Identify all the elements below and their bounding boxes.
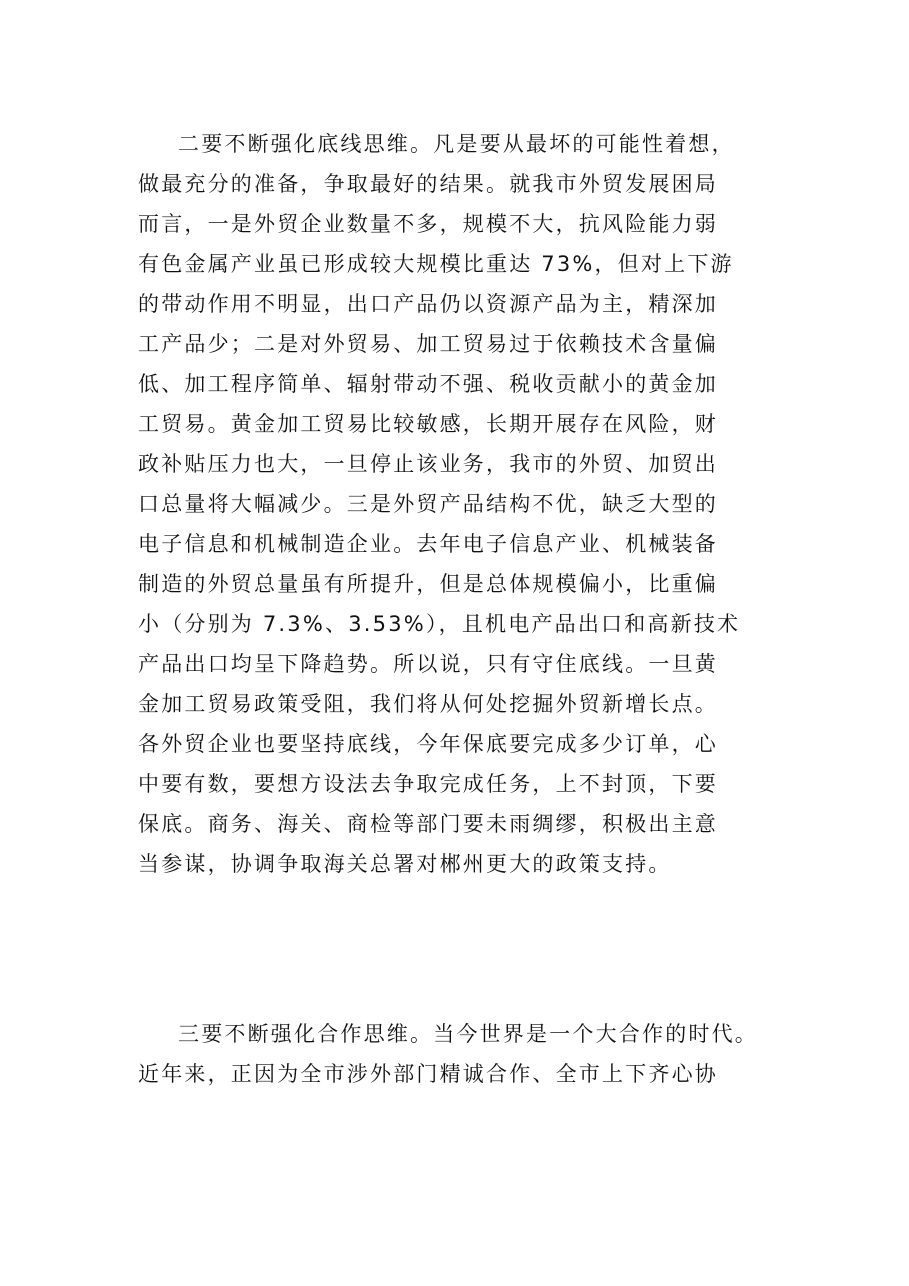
- text-line: 制造的外贸总量虽有所提升，但是总体规模偏小，比重偏: [138, 572, 718, 596]
- text-line: 中要有数，要想方设法去争取完成任务，上不封顶，下要: [138, 772, 718, 796]
- text-line: 近年来，正因为全市涉外部门精诚合作、全市上下齐心协: [138, 1062, 718, 1086]
- text-line: 电子信息和机械制造企业。去年电子信息产业、机械装备: [138, 532, 718, 556]
- text-line: 小（分别为 7.3%、3.53%），且机电产品出口和高新技术: [138, 612, 741, 636]
- text-line: 各外贸企业也要坚持底线，今年保底要完成多少订单，心: [138, 732, 718, 756]
- text-line: 口总量将大幅减少。三是外贸产品结构不优，缺乏大型的: [138, 492, 718, 516]
- text-line: 政补贴压力也大，一旦停止该业务，我市的外贸、加贸出: [138, 452, 718, 476]
- text-line: 保底。商务、海关、商检等部门要未雨绸缪，积极出主意: [138, 812, 718, 836]
- paragraph-cooperation-thinking: [138, 1014, 778, 1094]
- text-line: 工产品少；二是对外贸易、加工贸易过于依赖技术含量偏: [138, 332, 718, 356]
- text-line: 二要不断强化底线思维。凡是要从最坏的可能性着想，: [178, 132, 735, 156]
- paragraph-bottom-line-thinking: [138, 124, 778, 884]
- text-line: 的带动作用不明显，出口产品仍以资源产品为主，精深加: [138, 292, 718, 316]
- text-line: 而言，一是外贸企业数量不多，规模不大，抗风险能力弱: [138, 212, 718, 236]
- text-line: 金加工贸易政策受阻，我们将从何处挖掘外贸新增长点。: [138, 692, 718, 716]
- text-line: 做最充分的准备，争取最好的结果。就我市外贸发展困局: [138, 172, 718, 196]
- text-line: 有色金属产业虽已形成较大规模比重达 73%，但对上下游: [138, 252, 734, 276]
- text-line: 工贸易。黄金加工贸易比较敏感，长期开展存在风险，财: [138, 412, 718, 436]
- text-line: 当参谋，协调争取海关总署对郴州更大的政策支持。: [138, 852, 672, 876]
- text-line: 产品出口均呈下降趋势。所以说，只有守住底线。一旦黄: [138, 652, 718, 676]
- text-line: 三要不断强化合作思维。当今世界是一个大合作的时代。: [178, 1022, 758, 1046]
- text-line: 低、加工程序简单、辐射带动不强、税收贡献小的黄金加: [138, 372, 718, 396]
